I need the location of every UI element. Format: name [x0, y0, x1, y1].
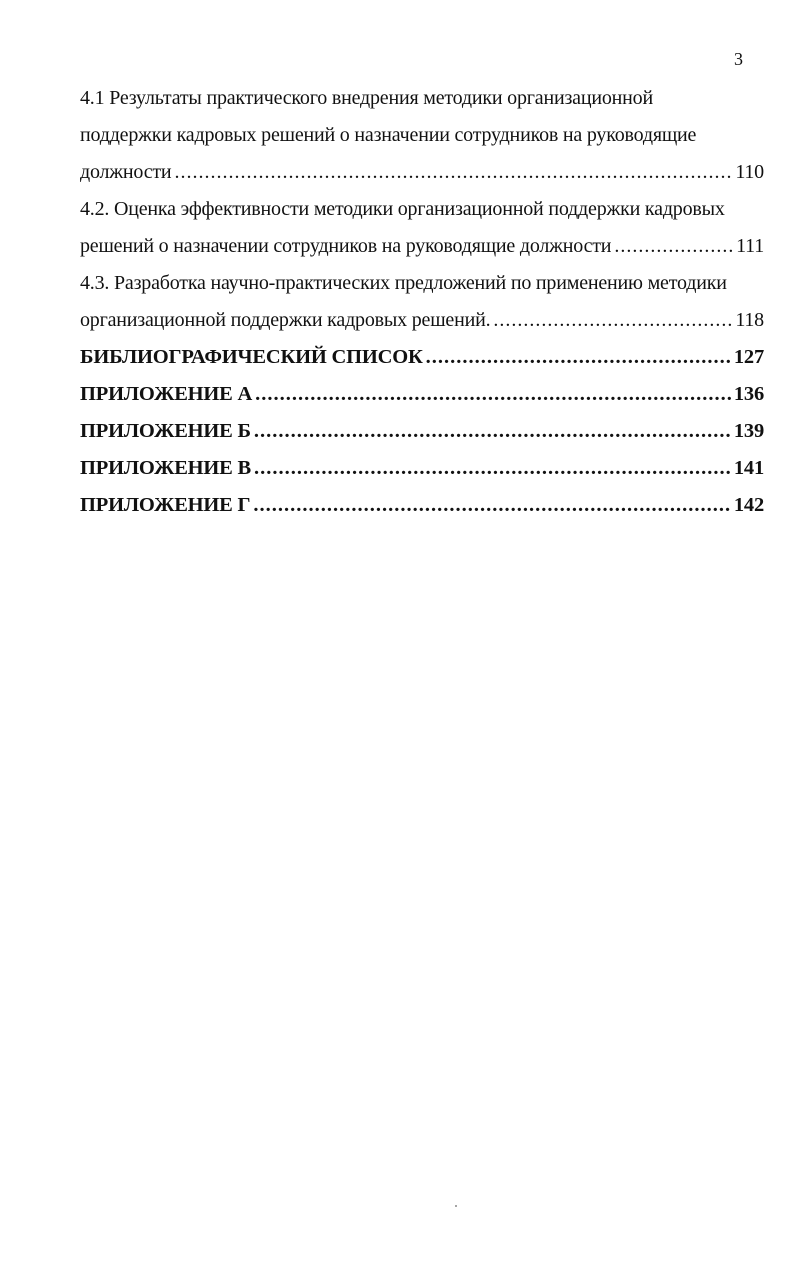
- toc-page-number: 111: [736, 235, 764, 257]
- table-of-contents: [80, 80, 764, 524]
- toc-entry-text: организационной поддержки кадровых решений.: [80, 309, 491, 331]
- toc-page-number: 118: [735, 309, 764, 331]
- toc-entry-bibliography[interactable]: [80, 339, 764, 376]
- toc-entry-text: решений о назначении сотрудников на руководящие должности: [80, 235, 612, 257]
- toc-entry-final-line: [80, 154, 764, 191]
- toc-entry-appendix-a[interactable]: [80, 376, 764, 413]
- scan-speck: [455, 1205, 457, 1207]
- toc-dot-leader: [426, 339, 731, 376]
- toc-entry-text-line: 4.1 Результаты практического внедрения методики организационной: [80, 87, 653, 109]
- toc-page-number: 127: [733, 346, 764, 368]
- toc-entry-final-line: [80, 487, 764, 524]
- toc-entry-final-line: [80, 413, 764, 450]
- toc-dot-leader: [174, 154, 732, 191]
- toc-entry-4-3[interactable]: [80, 265, 764, 339]
- toc-entry-appendix-v[interactable]: [80, 450, 764, 487]
- toc-entry-final-line: [80, 302, 764, 339]
- toc-entry-final-line: [80, 228, 764, 265]
- toc-entry-text-line: 4.3. Разработка научно-практических предложений по применению методики: [80, 272, 727, 294]
- toc-entry-text: ПРИЛОЖЕНИЕ А: [80, 383, 253, 405]
- toc-entry-final-line: [80, 450, 764, 487]
- toc-entry-text: БИБЛИОГРАФИЧЕСКИЙ СПИСОК: [80, 346, 423, 368]
- toc-page-number: 142: [733, 494, 764, 516]
- toc-dot-leader: [255, 376, 731, 413]
- toc-entry-appendix-g[interactable]: [80, 487, 764, 524]
- toc-entry-appendix-b[interactable]: [80, 413, 764, 450]
- toc-entry-final-line: [80, 376, 764, 413]
- toc-dot-leader: [254, 450, 731, 487]
- toc-entry-4-1[interactable]: [80, 80, 764, 191]
- toc-entry-text: ПРИЛОЖЕНИЕ Г: [80, 494, 251, 516]
- toc-page-number: 139: [733, 420, 764, 442]
- toc-dot-leader: [253, 487, 730, 524]
- toc-entry-text: должности: [80, 161, 172, 183]
- toc-entry-text-line: 4.2. Оценка эффективности методики организационной поддержки кадровых: [80, 198, 725, 220]
- toc-entry-text-line: поддержки кадровых решений о назначении сотрудников на руководящие: [80, 124, 697, 146]
- toc-entry-final-line: [80, 339, 764, 376]
- toc-page-number: 136: [733, 383, 764, 405]
- page-number: 3: [734, 49, 743, 69]
- toc-dot-leader: [493, 302, 732, 339]
- toc-page-number: 141: [733, 457, 764, 479]
- toc-entry-text: ПРИЛОЖЕНИЕ В: [80, 457, 252, 479]
- toc-dot-leader: [614, 228, 733, 265]
- toc-entry-4-2[interactable]: [80, 191, 764, 265]
- toc-dot-leader: [254, 413, 731, 450]
- toc-page-number: 110: [735, 161, 764, 183]
- toc-entry-text: ПРИЛОЖЕНИЕ Б: [80, 420, 251, 442]
